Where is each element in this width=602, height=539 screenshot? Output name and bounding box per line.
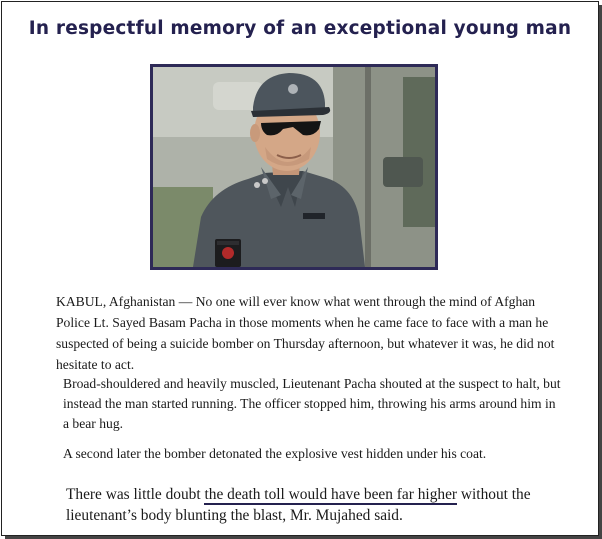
- officer-photo: [150, 64, 438, 270]
- article-paragraph-3: A second later the bomber detonated the explosive vest hidden under his coat.: [63, 446, 487, 461]
- police-officer-photo-icon: [153, 67, 435, 267]
- article-paragraph-4: [66, 484, 566, 526]
- article-paragraph-1: KABUL, Afghanistan — No one will ever know what went through the mind of Afghan Police Lt. Sayed Basam Pacha in those moments when he came face to face with a man he suspected of being a suicide bomber on Thursday afternoon, but whatever it was, he did not hesitate to act.: [56, 294, 555, 372]
- page-title: In respectful memory of an exceptional young man: [28, 18, 572, 39]
- quote-text-start: There was little doubt: [66, 486, 205, 503]
- highlighted-quote: the death toll would have been far higher: [204, 486, 458, 503]
- quote-text-end: without the lieutenant’s body blunting the blast, Mr. Mujahed said.: [66, 486, 531, 524]
- article-paragraph-2: Broad-shouldered and heavily muscled, Lieutenant Pacha shouted at the suspect to halt, but instead the man started running. The officer stopped him, throwing his arms around him in a bear hug.: [63, 376, 561, 431]
